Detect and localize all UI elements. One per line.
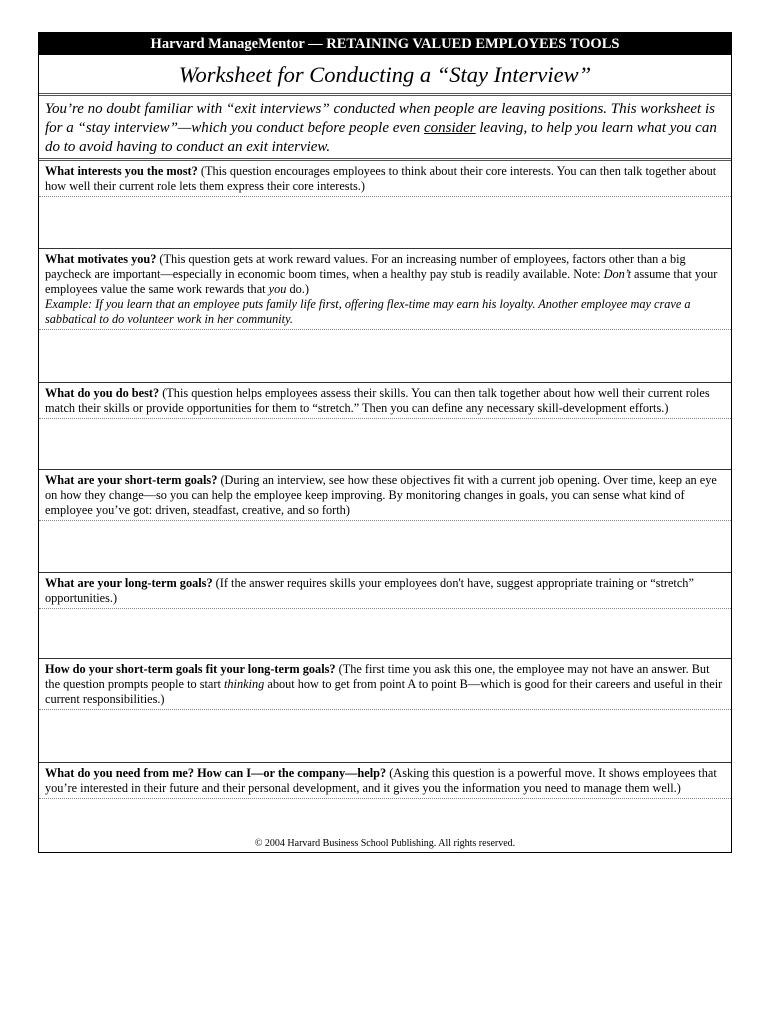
question-description: (This question encourages employees to think about their core interests. You can then talk together about how well their current role lets them express their core interests.)	[45, 164, 717, 193]
question-description: about how to get from point A to point B—which is good for their careers and useful in their current responsibilities.)	[45, 677, 723, 706]
answer-area[interactable]	[39, 418, 731, 469]
answer-area[interactable]	[39, 608, 731, 658]
question-prompt	[39, 572, 731, 608]
question-prompt	[39, 762, 731, 798]
question-description: Example: If you learn that an employee puts family life first, offering flex-time may earn his loyalty. Another employee may crave a sabbatical to do volunteer work in her community.	[45, 297, 691, 326]
question-description: you	[268, 282, 287, 296]
question-prompt	[39, 469, 731, 520]
answer-area[interactable]	[39, 520, 731, 572]
question-prompt	[39, 248, 731, 329]
answer-area[interactable]	[39, 329, 731, 382]
answer-area[interactable]	[39, 709, 731, 762]
question-title: What motivates you?	[45, 252, 157, 266]
question-description: (Asking this question is a powerful move. It shows employees that you’re interested in their future and their personal development, and it gives you the information you need to manage them well.)	[45, 766, 717, 795]
question-title: How do your short-term goals fit your long-term goals?	[45, 662, 336, 676]
question-prompt	[39, 161, 731, 196]
question-prompt	[39, 382, 731, 418]
question-description: (During an interview, see how these objectives fit with a current job opening. Over time, keep an eye on how they change—so you can help the employee keep improving. By monitoring changes in goals, you can sense what kind of employee you’ve got: driven, steadfast, creative, and so forth)	[45, 473, 717, 517]
question-title: What do you do best?	[45, 386, 160, 400]
question-description: do.)	[286, 282, 309, 296]
intro-after: leaving, to help you learn what you can do to avoid having to conduct an exit interview.	[45, 120, 717, 155]
worksheet	[38, 32, 732, 853]
question-description: thinking	[223, 677, 265, 691]
question-title: What do you need from me? How can I—or the company—help?	[45, 766, 387, 780]
question-description: (This question gets at work reward values. For an increasing number of employees, factors other than a big paycheck are important—especially in economic boom times, when a healthy pay stub is readily available. Note:	[45, 252, 686, 281]
questions-list	[39, 161, 731, 852]
question-prompt	[39, 658, 731, 709]
question-description: (If the answer requires skills your employees don't have, suggest appropriate training or “stretch” opportunities.)	[45, 576, 694, 605]
intro-underlined: consider	[423, 120, 476, 136]
header-banner: Harvard ManageMentor — RETAINING VALUED EMPLOYEES TOOLS	[39, 33, 731, 55]
question-title: What are your long-term goals?	[45, 576, 213, 590]
question-title: What interests you the most?	[45, 164, 198, 178]
question-description: (The first time you ask this one, the employee may not have an answer. But the question prompts people to start	[45, 662, 710, 691]
intro-before: You’re no doubt familiar with “exit interviews” conducted when people are leaving positions. This worksheet is for a “stay interview”—which you conduct before people even	[45, 101, 715, 136]
page-title: Worksheet for Conducting a “Stay Interview”	[39, 55, 731, 96]
question-description: assume that your employees value the same work rewards that	[45, 267, 718, 296]
intro-text	[39, 96, 731, 161]
question-title: What are your short-term goals?	[45, 473, 218, 487]
question-description: Don’t	[603, 267, 631, 281]
answer-area[interactable]	[39, 196, 731, 248]
question-description: (This question helps employees assess their skills. You can then talk together about how well their current roles match their skills or provide opportunities for them to “stretch.” Then you can define any necessary skill-development efforts.)	[45, 386, 710, 415]
copyright-footer: © 2004 Harvard Business School Publishing. All rights reserved.	[254, 838, 516, 849]
